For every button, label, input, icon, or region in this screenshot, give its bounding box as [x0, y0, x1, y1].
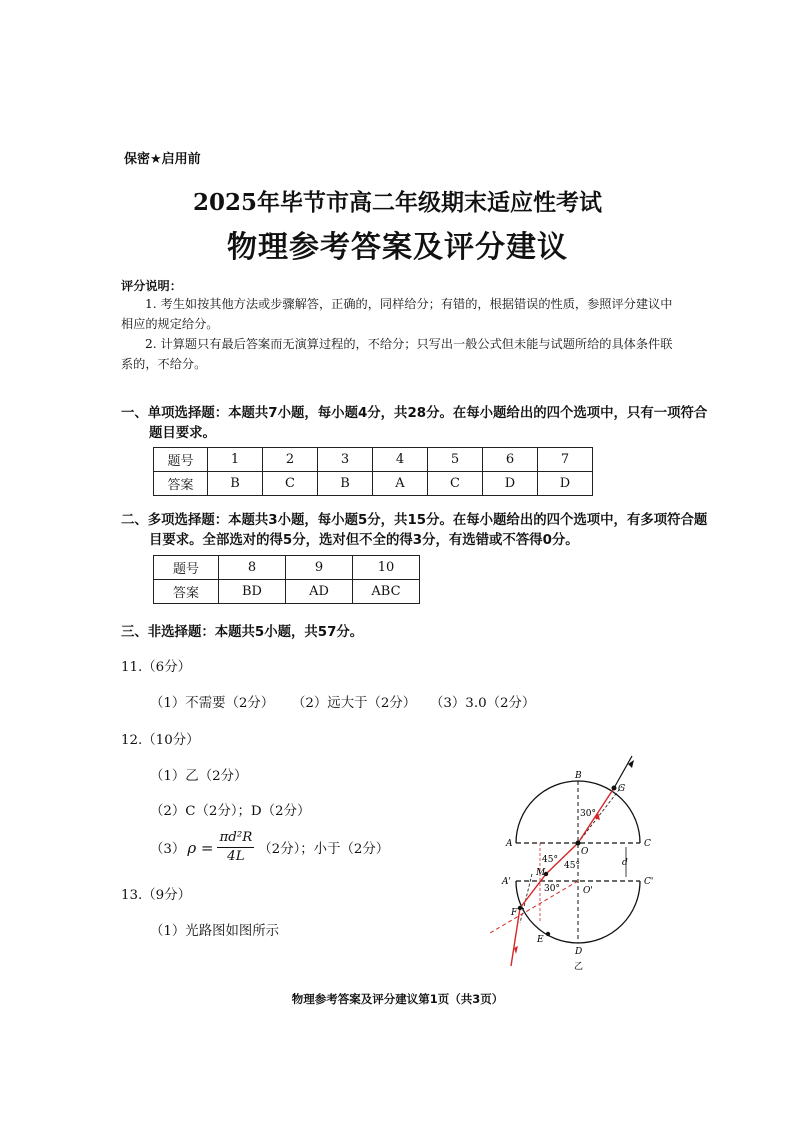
- table-cell: A: [373, 472, 428, 496]
- section2-heading: 二、多项选择题：本题共3小题，每小题5分，共15分。在每小题给出的四个选项中，有多项符合题目要求。全部选对的得5分，选对但不全的得3分，有选错或不答得0分。: [121, 513, 708, 548]
- label-g: G: [618, 784, 626, 794]
- table-cell: ABC: [353, 580, 420, 604]
- section2-answer-table: [153, 555, 420, 604]
- q12-label: 12.（10分）: [121, 733, 200, 748]
- table-cell: 3: [318, 448, 373, 472]
- label-c: C: [644, 839, 651, 849]
- scoring-note-2: 2. 计算题只有最后答案而无演算过程的，不给分；只写出一般公式但未能与试题所给的具体条件联系的，不给分。: [121, 337, 673, 371]
- point-o: [576, 841, 581, 846]
- q11-part2: （2）远大于（2分）: [292, 696, 417, 711]
- rho-symbol: ρ =: [187, 838, 214, 857]
- label-f: F: [511, 908, 518, 918]
- table-cell: 题号: [154, 556, 219, 580]
- label-m: M: [536, 868, 546, 878]
- table-cell: 9: [286, 556, 353, 580]
- table-cell: 8: [219, 556, 286, 580]
- label-o-prime: O': [583, 886, 593, 896]
- q11-label: 11.（6分）: [121, 660, 191, 675]
- scoring-notes-heading: 评分说明：: [121, 279, 182, 293]
- q12-part1: （1）乙（2分）: [150, 769, 248, 784]
- table-cell: 7: [538, 448, 593, 472]
- table-cell: 2: [263, 448, 318, 472]
- table-cell: 4: [373, 448, 428, 472]
- q12-part2: （2）C（2分）；D（2分）: [150, 804, 311, 819]
- q12-part3-prefix: （3）: [150, 842, 186, 857]
- label-d: D: [575, 947, 583, 957]
- label-a-prime: A': [502, 877, 511, 887]
- q13-label: 13.（9分）: [121, 888, 191, 903]
- table-cell: C: [263, 472, 318, 496]
- q12-part3: [150, 829, 389, 866]
- label-b: B: [575, 771, 582, 781]
- table-cell: C: [428, 472, 483, 496]
- table-cell: D: [538, 472, 593, 496]
- label-o: O: [581, 847, 589, 857]
- scoring-note-1: 1. 考生如按其他方法或步骤解答，正确的，同样给分；有错的，根据错误的性质，参照评分建议中相应的规定给分。: [121, 297, 673, 331]
- table-cell: 题号: [154, 448, 208, 472]
- point-g: [612, 786, 617, 791]
- formula-denominator: 4L: [227, 849, 245, 864]
- confidential-label: 保密★启用前: [124, 152, 201, 167]
- q12-part3-suffix: （2分）；小于（2分）: [258, 842, 390, 857]
- table-cell: 答案: [154, 580, 219, 604]
- table-row: [154, 448, 593, 472]
- page-footer: 物理参考答案及评分建议第1页（共3页）: [291, 992, 504, 1006]
- table-cell: 1: [208, 448, 263, 472]
- label-d-gap: d: [622, 858, 628, 868]
- table-cell: B: [208, 472, 263, 496]
- table-cell: AD: [286, 580, 353, 604]
- exam-title: 2025年毕节市高二年级期末适应性考试: [192, 189, 602, 216]
- angle-label-right: 45°: [564, 861, 580, 871]
- label-a: A: [506, 839, 513, 849]
- q13-part1: （1）光路图如图所示: [150, 924, 280, 939]
- angle-label-top: 30°: [580, 809, 596, 819]
- table-cell: 5: [428, 448, 483, 472]
- document-title: 物理参考答案及评分建议: [227, 230, 568, 265]
- angle-label-bottom: 30°: [544, 884, 560, 894]
- section1-heading: 一、单项选择题：本题共7小题，每小题4分，共28分。在每小题给出的四个选项中，只有一项符合题目要求。: [121, 406, 708, 441]
- label-e: E: [537, 935, 544, 945]
- diagram-caption: 乙: [574, 962, 584, 972]
- point-f: [518, 906, 522, 910]
- section1-answer-table: [153, 447, 593, 496]
- light-path-diagram: [480, 748, 680, 973]
- table-cell: BD: [219, 580, 286, 604]
- lower-semicircle: [516, 881, 640, 943]
- q11-part3: （3）3.0（2分）: [430, 696, 536, 711]
- formula-numerator: πd²R: [217, 829, 254, 848]
- label-c-prime: C': [644, 877, 654, 887]
- angle-label-left: 45°: [542, 855, 558, 865]
- table-row: [154, 556, 420, 580]
- section3-heading: 三、非选择题：本题共5小题，共57分。: [121, 625, 364, 640]
- table-row: [154, 472, 593, 496]
- table-cell: 答案: [154, 472, 208, 496]
- table-cell: D: [483, 472, 538, 496]
- table-cell: 6: [483, 448, 538, 472]
- table-row: [154, 580, 420, 604]
- q11-part1: （1）不需要（2分）: [150, 696, 275, 711]
- table-cell: 10: [353, 556, 420, 580]
- point-e: [546, 932, 550, 936]
- table-cell: B: [318, 472, 373, 496]
- resistivity-formula: [217, 829, 254, 866]
